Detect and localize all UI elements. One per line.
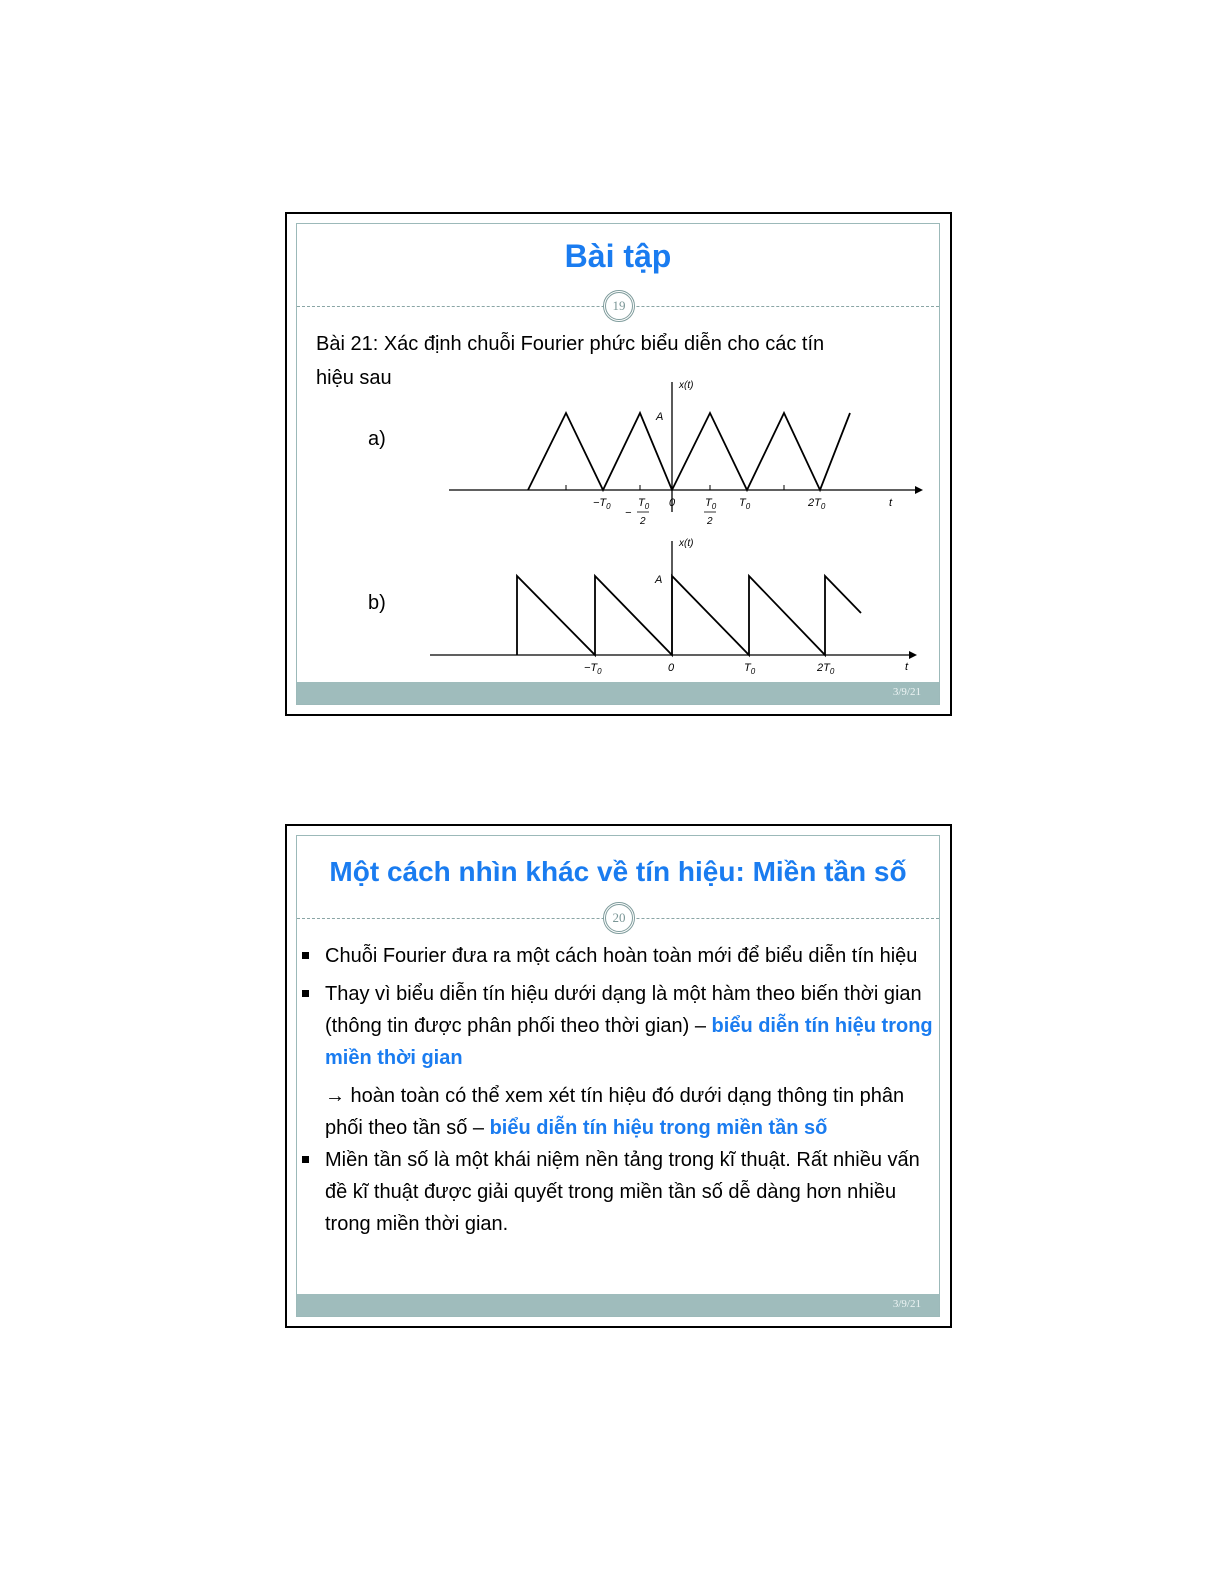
slide-frame [296, 835, 940, 1317]
plot-a-tick-T0: $T_0$ [739, 497, 751, 511]
plot-a-tick-minus-half-num: $T_0$ [638, 497, 650, 511]
plot-b-tick-zero: 0 [668, 662, 675, 674]
part-a-label: a) [368, 428, 386, 450]
bullet-text: Chuỗi Fourier đưa ra một cách hoàn toàn mới để biểu diễn tín hiệu [325, 945, 918, 967]
slide-footer-bar [297, 682, 939, 704]
bullet-item [297, 978, 939, 1074]
bullet-item [297, 940, 939, 972]
plot-b-tick-T0: $T_0$ [744, 662, 756, 676]
arrow-text: hoàn toàn có thể xem xét tín hiệu đó dưới dạng thông tin phân phối theo tần số – [325, 1085, 905, 1139]
bullet-list [297, 940, 939, 1246]
square-bullet-icon [302, 1156, 309, 1163]
part-b-label: b) [368, 592, 386, 614]
slide-footer-bar [297, 1294, 939, 1316]
plot-a-tick-half-num: $T_0$ [705, 497, 717, 511]
plot-b-amplitude-label: A [655, 574, 663, 586]
highlight-frequency-domain: biểu diễn tín hiệu trong miền tần số [489, 1117, 828, 1139]
plot-b-waveform [517, 576, 861, 655]
plot-a-t-label: t [889, 497, 893, 509]
slide-date: 3/9/21 [892, 1298, 921, 1310]
plot-a-tick-2T0: $2T_0$ [808, 497, 826, 511]
page-number-badge: 20 [603, 902, 635, 934]
plot-a-y-label: x(t) [679, 380, 694, 391]
bullet-item [297, 1144, 939, 1240]
plot-a-tick-minus-half-sign: − [625, 507, 632, 519]
arrow-item [297, 1080, 939, 1144]
slide-title: Bài tập [564, 238, 672, 274]
slide-20 [285, 824, 952, 1328]
right-arrow-icon: → [325, 1085, 345, 1107]
plot-a-waveform [528, 413, 850, 490]
slide-title: Một cách nhìn khác về tín hiệu: Miền tần số [329, 856, 907, 887]
plot-b-tick-2T0: $2T_0$ [817, 662, 835, 676]
plot-a-tick-minus-T0: $-T_0$ [593, 497, 611, 511]
plot-a-tick-half-den: 2 [707, 516, 713, 527]
highlight-time-domain: biểu diễn tín hiệu trong miền thời gian [325, 1015, 933, 1069]
plot-b-t-axis-arrow [909, 651, 917, 659]
bullet-text: Miền tần số là một khái niệm nền tảng trong kĩ thuật. Rất nhiều vấn đề kĩ thuật được giải quyết trong miền tần số dễ dàng hơn nhiều trong miền thời gian. [325, 1149, 920, 1235]
plot-a-tick-minus-half-den: 2 [640, 516, 646, 527]
plot-b-t-label: t [905, 661, 909, 673]
plot-a-amplitude-label: A [656, 411, 664, 423]
slide-date: 3/9/21 [892, 686, 921, 698]
bullet-text: Thay vì biểu diễn tín hiệu dưới dạng là một hàm theo biến thời gian (thông tin được phân phối theo thời gian) – [325, 983, 922, 1037]
exercise-intro-line1: Bài 21: Xác định chuỗi Fourier phức biểu diễn cho các tín [316, 333, 825, 355]
square-bullet-icon [302, 990, 309, 997]
plot-a-t-axis-arrow [915, 486, 923, 494]
slide-frame [296, 223, 940, 705]
exercise-intro-line2: hiệu sau [316, 367, 392, 389]
plot-b-tick-minus-T0: $-T_0$ [584, 662, 602, 676]
page-number-badge: 19 [603, 290, 635, 322]
plot-b-y-label: x(t) [679, 538, 694, 549]
square-bullet-icon [302, 952, 309, 959]
plot-a-tick-zero: 0 [669, 497, 676, 509]
slide-19 [285, 212, 952, 716]
triangle-wave-plot [297, 224, 943, 704]
